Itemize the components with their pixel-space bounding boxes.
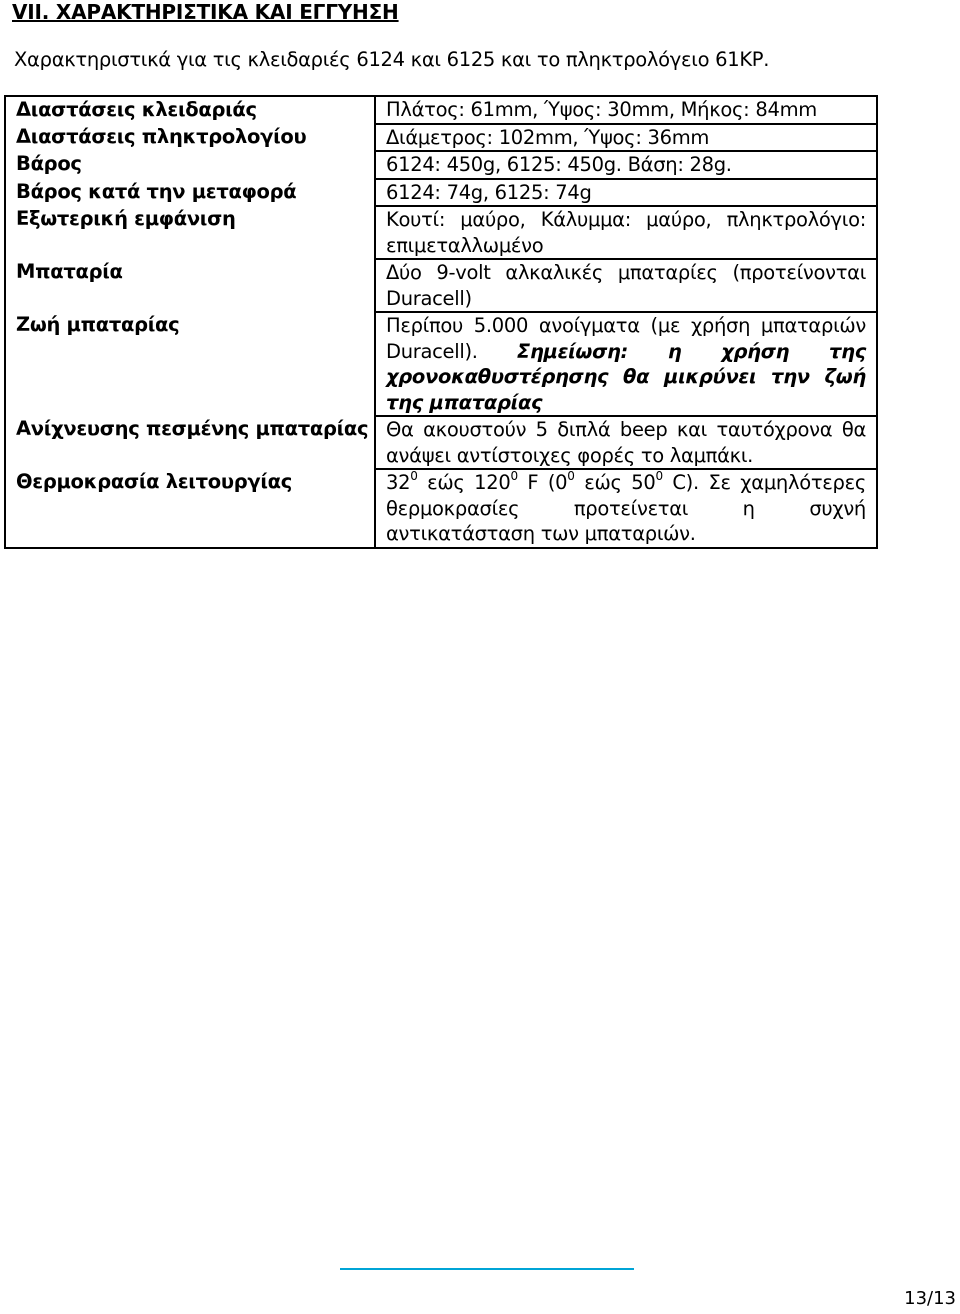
section-heading: VII. ΧΑΡΑΚΤΗΡΙΣΤΙΚΑ ΚΑΙ ΕΓΓΥΗΣΗ [12,0,399,24]
row-value [375,469,877,548]
table-row [5,416,877,469]
temp-text: 32 [386,471,411,494]
temp-text: C). Σε χαμηλότερες θερμοκρασίες προτείνεται η συχνή αντικατάσταση των μπαταριών. [386,471,866,545]
row-value: Διάμετρος: 102mm, Ύψος: 36mm [375,124,877,152]
footer-rule [340,1268,634,1270]
row-value: 6124: 74g, 6125: 74g [375,179,877,207]
battery-life-note: Σημείωση: η χρήση της χρονοκαθυστέρησης θα μικρύνει την ζωή της μπαταρίας [386,339,866,414]
degree-superscript: 0 [510,469,518,483]
row-value: Κουτί: μαύρο, Κάλυμμα: μαύρο, πληκτρολόγιο: επιμεταλλωμένο [375,206,877,259]
degree-superscript: 0 [410,469,418,483]
row-label: Ανίχνευσης πεσμένης μπαταρίας [16,417,369,440]
row-value: 6124: 450g, 6125: 450g. Βάση: 28g. [375,151,877,179]
row-label: Βάρος [16,152,82,175]
row-value [375,312,877,416]
specs-table [4,95,878,549]
row-label: Θερμοκρασία λειτουργίας [16,470,293,493]
temp-text: εώς 120 [417,471,511,494]
degree-superscript: 0 [655,469,663,483]
table-row [5,312,877,416]
temp-text: F (0 [517,471,568,494]
row-label: Διαστάσεις πληκτρολογίου [16,124,307,148]
row-label: Ζωή μπαταρίας [16,313,180,336]
table-row [5,206,877,259]
table-row [5,179,877,207]
row-value: Θα ακουστούν 5 διπλά beep και ταυτόχρονα θα ανάψει αντίστοιχες φορές το λαμπάκι. [375,416,877,469]
degree-superscript: 0 [567,469,575,483]
row-value: Πλάτος: 61mm, Ύψος: 30mm, Μήκος: 84mm [375,96,877,124]
intro-text: Χαρακτηριστικά για τις κλειδαριές 6124 και 6125 και το πληκτρολόγειο 61ΚΡ. [14,48,770,71]
row-value: Δύο 9-volt αλκαλικές μπαταρίες (προτείνονται Duracell) [375,259,877,312]
temp-text: εώς 50 [574,471,656,494]
row-label: Εξωτερική εμφάνιση [16,207,236,230]
table-row [5,124,877,152]
table-row [5,151,877,179]
row-label: Μπαταρία [16,260,123,283]
table-row [5,469,877,548]
row-label: Βάρος κατά την μεταφορά [16,179,297,203]
battery-life-text: Περίπου 5.000 ανοίγματα (με χρήση μπαταριών Duracell). [386,314,866,363]
table-row [5,259,877,312]
row-label: Διαστάσεις κλειδαριάς [16,98,257,121]
page-number: 13/13 [904,1288,956,1309]
table-row [5,96,877,124]
